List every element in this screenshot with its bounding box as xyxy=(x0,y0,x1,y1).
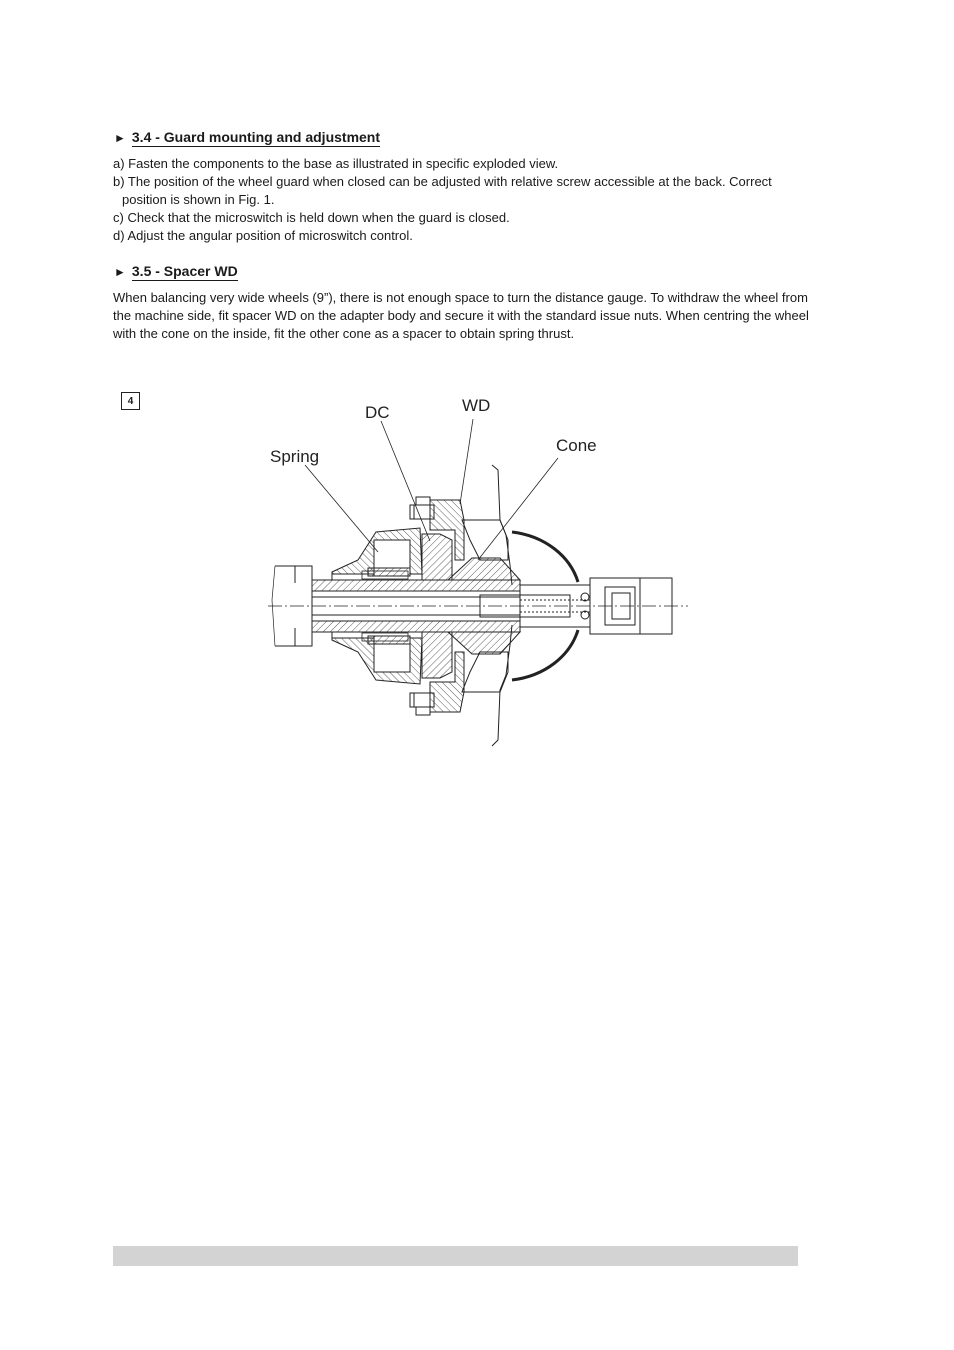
dome-guard-lower xyxy=(512,630,578,680)
arrow-marker-icon: ► xyxy=(114,131,126,145)
list-item: b) The position of the wheel guard when closed can be adjusted with relative screw accessible at the back. Correct xyxy=(113,174,772,189)
figure-number-box: 4 xyxy=(121,392,140,410)
list-item: c) Check that the microswitch is held down when the guard is closed. xyxy=(113,210,510,225)
footer-bar xyxy=(113,1246,798,1266)
leader-spring xyxy=(305,465,378,552)
list-item: d) Adjust the angular position of microswitch control. xyxy=(113,228,413,243)
shaft-lower xyxy=(312,621,520,632)
list-item-continuation: position is shown in Fig. 1. xyxy=(122,192,275,207)
shaft-upper xyxy=(312,580,520,591)
dome-guard-upper xyxy=(512,532,578,582)
section-title: 3.4 - Guard mounting and adjustment xyxy=(131,129,381,145)
spacer-dc-upper xyxy=(422,534,452,580)
section-title: 3.5 - Spacer WD xyxy=(131,263,238,279)
spacer-wd-paragraph: When balancing very wide wheels (9”), there is not enough space to turn the distance gauge. To withdraw the wheel from the machine side, fit spacer WD on the adapter body and secure it with the standard issue nuts. When centring the wheel with the cone on the inside, fit the other cone as a spacer to obtain spring thrust. xyxy=(113,290,809,341)
label-cone: Cone xyxy=(556,436,597,455)
label-dc: DC xyxy=(365,403,390,422)
label-wd: WD xyxy=(462,396,491,415)
arrow-marker-icon: ► xyxy=(114,265,126,279)
leader-wd xyxy=(460,419,473,504)
list-item: a) Fasten the components to the base as illustrated in specific exploded view. xyxy=(113,156,559,171)
spacer-dc-lower xyxy=(422,632,452,678)
leader-dc xyxy=(381,421,430,541)
label-spring: Spring xyxy=(270,447,320,466)
drawing-geometry xyxy=(268,419,688,746)
